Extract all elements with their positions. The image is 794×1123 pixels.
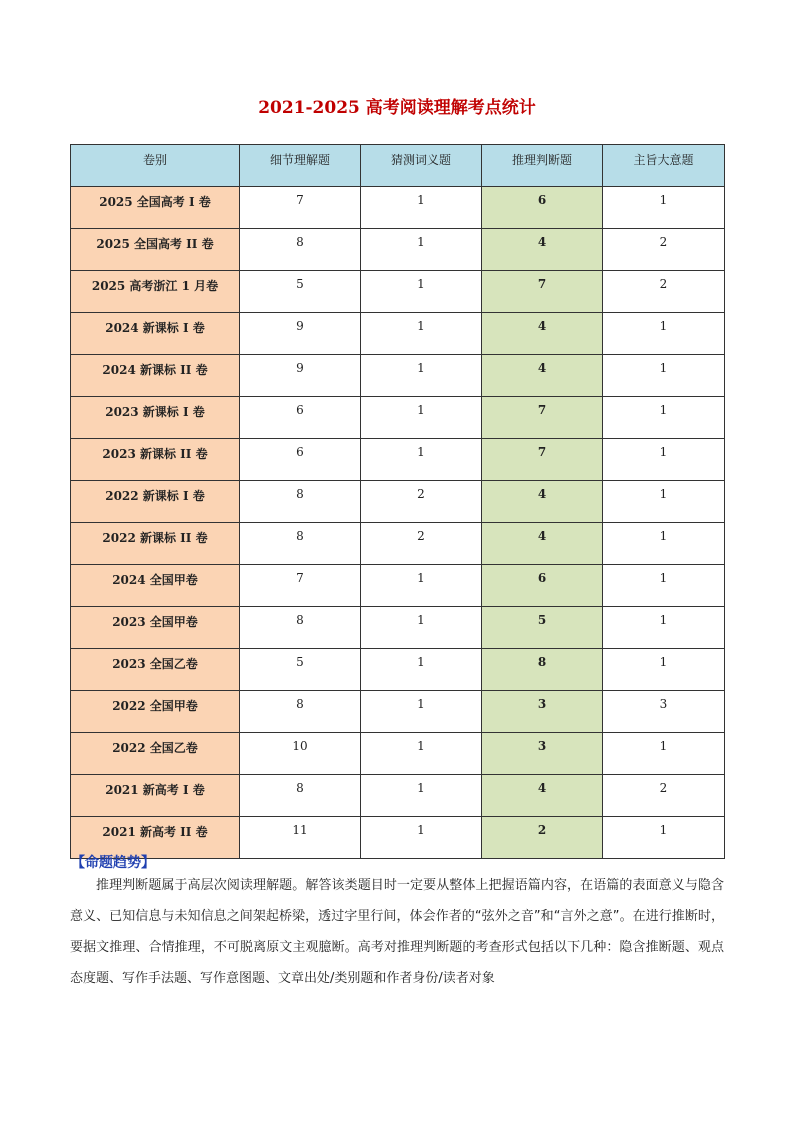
cell-inference: 4 bbox=[482, 481, 603, 523]
cell-detail: 5 bbox=[240, 271, 361, 313]
cell-paper: 2023 新课标 I 卷 bbox=[71, 397, 240, 439]
cell-paper: 2024 新课标 II 卷 bbox=[71, 355, 240, 397]
cell-inference: 2 bbox=[482, 817, 603, 859]
table-row bbox=[71, 691, 725, 733]
cell-detail: 7 bbox=[240, 187, 361, 229]
cell-paper: 2025 高考浙江 1 月卷 bbox=[71, 271, 240, 313]
cell-paper: 2022 全国甲卷 bbox=[71, 691, 240, 733]
table-row bbox=[71, 355, 725, 397]
cell-vocab: 2 bbox=[361, 481, 482, 523]
cell-detail: 6 bbox=[240, 439, 361, 481]
table-row bbox=[71, 523, 725, 565]
cell-paper: 2021 新高考 II 卷 bbox=[71, 817, 240, 859]
cell-detail: 8 bbox=[240, 481, 361, 523]
cell-main-idea: 2 bbox=[603, 229, 725, 271]
cell-detail: 11 bbox=[240, 817, 361, 859]
cell-main-idea: 1 bbox=[603, 607, 725, 649]
cell-main-idea: 1 bbox=[603, 313, 725, 355]
cell-vocab: 1 bbox=[361, 271, 482, 313]
table-row bbox=[71, 817, 725, 859]
table-row bbox=[71, 229, 725, 271]
cell-inference: 6 bbox=[482, 565, 603, 607]
cell-vocab: 1 bbox=[361, 607, 482, 649]
header-inference: 推理判断题 bbox=[482, 145, 603, 187]
table-row bbox=[71, 565, 725, 607]
cell-inference: 3 bbox=[482, 691, 603, 733]
cell-main-idea: 1 bbox=[603, 649, 725, 691]
cell-vocab: 1 bbox=[361, 439, 482, 481]
cell-detail: 8 bbox=[240, 229, 361, 271]
cell-detail: 5 bbox=[240, 649, 361, 691]
cell-main-idea: 1 bbox=[603, 565, 725, 607]
cell-vocab: 1 bbox=[361, 565, 482, 607]
cell-inference: 7 bbox=[482, 271, 603, 313]
cell-detail: 8 bbox=[240, 775, 361, 817]
cell-detail: 7 bbox=[240, 565, 361, 607]
table-header-row bbox=[71, 145, 725, 187]
cell-main-idea: 1 bbox=[603, 523, 725, 565]
cell-inference: 6 bbox=[482, 187, 603, 229]
cell-main-idea: 1 bbox=[603, 733, 725, 775]
body-paragraph: 推理判断题属于高层次阅读理解题。解答该类题目时一定要从整体上把握语篇内容，在语篇的表面意义与隐含意义、已知信息与未知信息之间架起桥梁，透过字里行间，体会作者的“弦外之音”和“言外之意”。在进行推断时，要据文推理、合情推理，不可脱离原文主观臆断。高考对推理判断题的考查形式包括以下几种：隐含推断题、观点态度题、写作手法题、写作意图题、文章出处/类别题和作者身份/读者对象 bbox=[70, 878, 724, 986]
cell-inference: 4 bbox=[482, 523, 603, 565]
table-row bbox=[71, 607, 725, 649]
cell-vocab: 1 bbox=[361, 397, 482, 439]
header-vocab: 猜测词义题 bbox=[361, 145, 482, 187]
page-title: 2021-2025 高考阅读理解考点统计 bbox=[258, 98, 536, 118]
cell-main-idea: 1 bbox=[603, 439, 725, 481]
cell-paper: 2025 全国高考 I 卷 bbox=[71, 187, 240, 229]
table-row bbox=[71, 187, 725, 229]
header-main-idea: 主旨大意题 bbox=[603, 145, 725, 187]
cell-vocab: 1 bbox=[361, 355, 482, 397]
cell-detail: 8 bbox=[240, 607, 361, 649]
cell-vocab: 1 bbox=[361, 775, 482, 817]
cell-vocab: 1 bbox=[361, 817, 482, 859]
cell-paper: 2023 全国乙卷 bbox=[71, 649, 240, 691]
table-row bbox=[71, 649, 725, 691]
cell-vocab: 1 bbox=[361, 187, 482, 229]
cell-main-idea: 1 bbox=[603, 817, 725, 859]
table-row bbox=[71, 481, 725, 523]
cell-vocab: 1 bbox=[361, 733, 482, 775]
section-heading: 【命题趋势】 bbox=[71, 855, 155, 871]
cell-inference: 7 bbox=[482, 397, 603, 439]
cell-paper: 2024 全国甲卷 bbox=[71, 565, 240, 607]
cell-inference: 4 bbox=[482, 775, 603, 817]
cell-paper: 2025 全国高考 II 卷 bbox=[71, 229, 240, 271]
cell-paper: 2022 新课标 II 卷 bbox=[71, 523, 240, 565]
cell-paper: 2023 新课标 II 卷 bbox=[71, 439, 240, 481]
exam-statistics-table bbox=[70, 144, 725, 859]
cell-detail: 8 bbox=[240, 691, 361, 733]
cell-main-idea: 1 bbox=[603, 187, 725, 229]
cell-main-idea: 2 bbox=[603, 775, 725, 817]
cell-paper: 2022 新课标 I 卷 bbox=[71, 481, 240, 523]
cell-detail: 9 bbox=[240, 313, 361, 355]
cell-detail: 9 bbox=[240, 355, 361, 397]
table-body bbox=[71, 187, 725, 859]
cell-detail: 8 bbox=[240, 523, 361, 565]
cell-vocab: 1 bbox=[361, 313, 482, 355]
cell-main-idea: 1 bbox=[603, 481, 725, 523]
table-row bbox=[71, 775, 725, 817]
cell-inference: 3 bbox=[482, 733, 603, 775]
table-row bbox=[71, 271, 725, 313]
header-paper: 卷别 bbox=[71, 145, 240, 187]
cell-main-idea: 3 bbox=[603, 691, 725, 733]
cell-vocab: 1 bbox=[361, 229, 482, 271]
cell-inference: 7 bbox=[482, 439, 603, 481]
cell-main-idea: 1 bbox=[603, 355, 725, 397]
cell-paper: 2023 全国甲卷 bbox=[71, 607, 240, 649]
cell-detail: 10 bbox=[240, 733, 361, 775]
cell-paper: 2024 新课标 I 卷 bbox=[71, 313, 240, 355]
table-row bbox=[71, 439, 725, 481]
cell-detail: 6 bbox=[240, 397, 361, 439]
table-row bbox=[71, 397, 725, 439]
cell-inference: 4 bbox=[482, 229, 603, 271]
cell-paper: 2021 新高考 I 卷 bbox=[71, 775, 240, 817]
cell-main-idea: 2 bbox=[603, 271, 725, 313]
cell-vocab: 1 bbox=[361, 691, 482, 733]
cell-inference: 8 bbox=[482, 649, 603, 691]
cell-inference: 4 bbox=[482, 313, 603, 355]
cell-vocab: 1 bbox=[361, 649, 482, 691]
cell-inference: 4 bbox=[482, 355, 603, 397]
cell-paper: 2022 全国乙卷 bbox=[71, 733, 240, 775]
table-row bbox=[71, 313, 725, 355]
table-row bbox=[71, 733, 725, 775]
header-detail: 细节理解题 bbox=[240, 145, 361, 187]
cell-inference: 5 bbox=[482, 607, 603, 649]
cell-vocab: 2 bbox=[361, 523, 482, 565]
cell-main-idea: 1 bbox=[603, 397, 725, 439]
